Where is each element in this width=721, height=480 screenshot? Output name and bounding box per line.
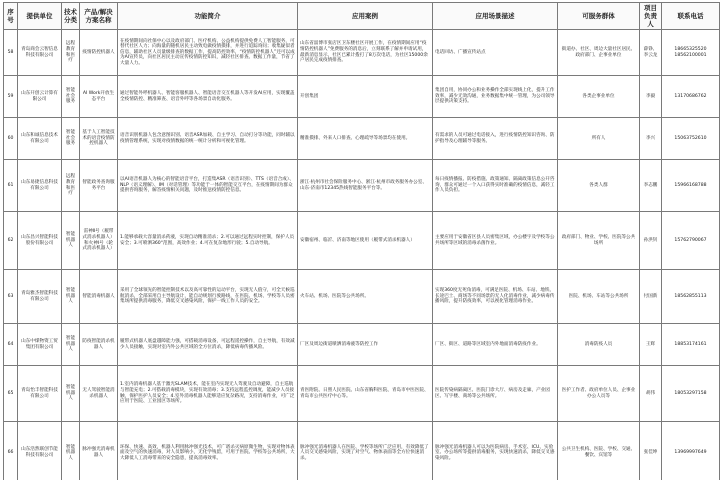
cell-group: 医护工作者、政府单位人员、企事业办公人员等	[558, 366, 640, 422]
cell-case: 脉冲强光消毒机器人在医院、学校等场所广泛应用，有效降低了人员交叉感染风险，实现了对空气、物体表面等全方位快速消杀。	[298, 422, 433, 480]
cell-group: 消毒防疫人员	[558, 324, 640, 366]
cell-company: 青岛雅杰智能科技有限公司	[18, 270, 62, 324]
table-row	[4, 212, 720, 270]
cell-product: 智能政务查询服务平台	[80, 160, 118, 212]
header-company: 提供单位	[18, 3, 62, 30]
cell-phone: 15762790067	[662, 212, 720, 270]
cell-category: 智能机器人	[62, 212, 80, 270]
cell-category: 智能机器人	[62, 422, 80, 480]
cell-product: 无人驾驶智能消杀机器人	[80, 366, 118, 422]
cell-group: 各类企事业单位	[558, 76, 640, 118]
cell-product: 疫情防控机器人	[80, 30, 118, 76]
cell-case: 开创集团	[298, 76, 433, 118]
cell-product: 智能消毒机器人	[80, 270, 118, 324]
cell-feature: 以AI语音机器人为核心的智能语音平台，打造集ASR（语音识别）、TTS（语音合成）、NLP（语义理解）、IM（对话管理）等功能于一体的智能交互平台，在疫情期间为群众提供咨询服务，解答疫情相关问题，及时推送疫情防控信息。	[118, 160, 298, 212]
table-row	[4, 270, 720, 324]
cell-group: 各类人群	[558, 160, 640, 212]
cell-group: 医院、机场、车站等公共场所	[558, 270, 640, 324]
header-case: 应用案例	[298, 3, 433, 30]
cell-owner: 胡伟	[640, 366, 662, 422]
cell-feature: 1.室内消毒机器人基于激光SLAM技术，能在室内实现无人驾驶及自动避障，自主巡航与智能充电；2.可搭载消毒模块，实现有效消毒；3.支持远程监控调度，能减少人员接触，保护医护人员安全；4.室外消毒机器人能够适应复杂路况，支持消毒作业，可广泛应用于医院、工业园区等场所。	[118, 366, 298, 422]
cell-owner: 孙洪钊	[640, 212, 662, 270]
cell-category: 智能机器人	[62, 270, 80, 324]
cell-phone: 13170686762	[662, 76, 720, 118]
cell-category: 远程教育和医疗	[62, 30, 80, 76]
header-no: 序号	[4, 3, 18, 30]
cell-company: 山东昌兴智能科技股份有限公司	[18, 212, 62, 270]
cell-feature: 在疫情期间向社保中心以及政府部门、医疗机构、公益机构提供免费人工智能服务，可替代社区人力；向海量的随机居民主动致电做疫情摸排，并进行追踪询问；收集疑似者信息，辅助社区人员量级排查的数据工作，提高防控效率，“疫情防控机器人”还可以成为AI宣传员，向社区居民主动宣传疫情防控知识，减轻社区排查、数据工作量，节省了大量人力。	[118, 30, 298, 76]
header-category: 技术分类	[62, 3, 80, 30]
cell-scene: 厂区、街区、道路等区域室内外地面消毒防疫作业。	[433, 324, 558, 366]
cell-product: AI Work开放生态平台	[80, 76, 118, 118]
cell-case: 厂区及周边街道喷洒消毒液等防控工作	[298, 324, 433, 366]
table-row	[4, 160, 720, 212]
cell-no: 66	[4, 422, 18, 480]
cell-no: 65	[4, 366, 18, 422]
cell-no: 60	[4, 118, 18, 160]
cell-company: 山东开创云计算有限公司	[18, 76, 62, 118]
header-product: 产品/解决方案名称	[80, 3, 118, 30]
cell-owner: 张佳坤	[640, 422, 662, 480]
cell-no: 63	[4, 270, 18, 324]
header-group: 可服务群体	[558, 3, 640, 30]
table-row	[4, 324, 720, 366]
cell-company: 青岛商会云智信息科技有限公司	[18, 30, 62, 76]
cell-case: 精准摸排、外来人口排查、心理疏导等场景均在使用。	[298, 118, 433, 160]
cell-scene: 有需求的人员可通过电话接入，进行疫情防控知识咨询、防护指导及心理辅导等服务。	[433, 118, 558, 160]
cell-scene: 实现360度无死角消毒，可满足医院、机场、车站、地铁、长途巴士、商场等不同场景的无人化消毒作业，减少病毒传播风险，提升防疫效率，可以视化管理消毒作业。	[433, 270, 558, 324]
table-row	[4, 366, 720, 422]
cell-case: 安徽宿州、临沂、济南等地区使用（履带式消杀机器人）	[298, 212, 433, 270]
cell-product: 雷神Ⅱ号（履带式消杀机器人）和火神Ⅰ号（轮式消杀机器人）	[80, 212, 118, 270]
cell-case: 青医附院、日照人民医院、山东省胸科医院、青岛市中医医院、青岛市公共医疗中心等。	[298, 366, 433, 422]
cell-group: 街道办、社区、周边大量社区居民、政府部门、企事业单位	[558, 30, 640, 76]
cell-category: 远程教育和医疗	[62, 160, 80, 212]
cell-company: 山东中煤物资工贸集团有限公司	[18, 324, 62, 366]
header-row	[4, 3, 720, 30]
cell-product: 基于人工智能技术的语音疫情防控机器人	[80, 118, 118, 160]
cell-company: 山东和诚信息技术有限公司	[18, 118, 62, 160]
table-row	[4, 422, 720, 480]
cell-phone: 18053297158	[662, 366, 720, 422]
cell-group: 所有人	[558, 118, 640, 160]
cell-group: 公共卫生机构、医院、学校、交通、餐饮、宾馆等	[558, 422, 640, 480]
cell-scene: 主要应用于安徽省区县人员密集区域，办公楼宇及学校等公共场所等区域的消毒杀菌作业。	[433, 212, 558, 270]
cell-category: 智能社会服务	[62, 118, 80, 160]
cell-category: 智能机器人	[62, 366, 80, 422]
cell-feature: 履带式机器人底盘越障能力强，可搭载消毒设备，可远程遥控操作，自主导航，有效减少人员接触，实现对室内外公共区域的全方位消杀，降低病毒传播风险。	[118, 324, 298, 366]
cell-phone: 18665325520 18562100001	[662, 30, 720, 76]
cell-no: 58	[4, 30, 18, 76]
cell-company: 青岛怡丰智能科技有限公司	[18, 366, 62, 422]
header-phone: 联系电话	[662, 3, 720, 30]
cell-owner: 付国新	[640, 270, 662, 324]
cell-phone: 18562855113	[662, 270, 720, 324]
cell-feature: 通过智能外呼机器人、智能客服机器人、智能语音交互机器人等开发AI应用，实现覆盖全疫情防控、精准筛查、语音外呼等各场景自动化服务。	[118, 76, 298, 118]
cell-product: 防疫智能消杀机器人	[80, 324, 118, 366]
cell-phone: 15966168788	[662, 160, 720, 212]
cell-feature: 语音识别机器人包含意图识别、语音ASR加载、自主学习、自动打分等功能，同时辅以疫情管理系统，实现对疫情数据的统一统计分析和可视化管理。	[118, 118, 298, 160]
cell-feature: 采用了全球领先的智能控制技术以及高可靠性的运动平台，实现无人值守，可全天候巡航消杀，全部采用自主导航设计，能自动规划行驶路线，在医院、机场、学校等人员密集场所提供消毒服务，降低交叉感染风险，保护一线工作人员的安全。	[118, 270, 298, 324]
cell-phone: 18853174161	[662, 324, 720, 366]
cell-scene: 电话回访、广播宣传站点	[433, 30, 558, 76]
cell-no: 61	[4, 160, 18, 212]
cell-no: 62	[4, 212, 18, 270]
header-feature: 功能简介	[118, 3, 298, 30]
header-scene: 应用场景描述	[433, 3, 558, 30]
cell-scene: 集团自用，协同办公和业务操作全部实现线上化，提升工作效率，减少无效沟通，业务数据集中统一管理，为公司领导层提供决策支持。	[433, 76, 558, 118]
cell-phone: 13969997649	[662, 422, 720, 480]
cell-case: 山东省淄博市张店区卫东楼社区开展工作，在疫情期间应用“疫情防控机器人”免费服务的消息后，立刻联系了解并申请试用，最新消息显示，社区已累计拨打了8万次电话，为社区15000余户居民完成疫情排查。	[298, 30, 433, 76]
table-row	[4, 118, 720, 160]
product-table	[3, 2, 720, 480]
table-row	[4, 76, 720, 118]
table-row	[4, 30, 720, 76]
cell-owner: 李毅	[640, 76, 662, 118]
cell-case: 浙江·杭州市社会保险服务中心、浙江·杭州市政务服务办公室、山东·济南市12345热线智能服务平台等。	[298, 160, 433, 212]
cell-owner: 李兴	[640, 118, 662, 160]
cell-no: 64	[4, 324, 18, 366]
cell-group: 政府部门、物业、学校、医院等公共场所	[558, 212, 640, 270]
cell-category: 智能社会服务	[62, 76, 80, 118]
cell-company: 山东浩然联创节能科技有限公司	[18, 422, 62, 480]
cell-scene: 脉冲强光消毒机器人可以为医院病房、手术室、ICU、实验室、办公场所等提供消毒服务，实现快速消杀，降低交叉感染风险。	[433, 422, 558, 480]
cell-category: 智能机器人	[62, 324, 80, 366]
cell-owner: 李志鹏	[640, 160, 662, 212]
cell-phone: 15063752610	[662, 118, 720, 160]
cell-feature: 1.能够承载大容量消杀药液，实现自动精准消杀；2.可以通过远程实时控制，保护人员安全；3.可喷洒360°范围，高效作业；4.可在复杂地形行驶；5.自动导航。	[118, 212, 298, 270]
header-owner: 项目负责人	[640, 3, 662, 30]
cell-scene: 每日疫情播报、防疫措施、政策通知、隔离政策信息公开咨询，群众可通过一个入口获得实时准确的疫情信息，减轻工作人员负担。	[433, 160, 558, 212]
cell-feature: 环保、快速、高效，机器人利用脉冲强光技术，可广谱杀灭病原微生物，实现对物体表面及空气的快速消毒，对人员影响小，无化学残留，可用于医院、学校等公共场所，大大降低人工消毒带来的安全隐患，提高消毒效率。	[118, 422, 298, 480]
cell-no: 59	[4, 76, 18, 118]
cell-company: 山东易捷信息科技有限公司	[18, 160, 62, 212]
cell-scene: 医院传染病隔离区、医院门诊大厅、病房及走廊，产业园区、写字楼、商场等公共场所。	[433, 366, 558, 422]
cell-product: 脉冲强光消毒机器人	[80, 422, 118, 480]
cell-owner: 薛铮、李云龙	[640, 30, 662, 76]
cell-case: 火车站、机场、医院等公共场所。	[298, 270, 433, 324]
cell-owner: 王辉	[640, 324, 662, 366]
